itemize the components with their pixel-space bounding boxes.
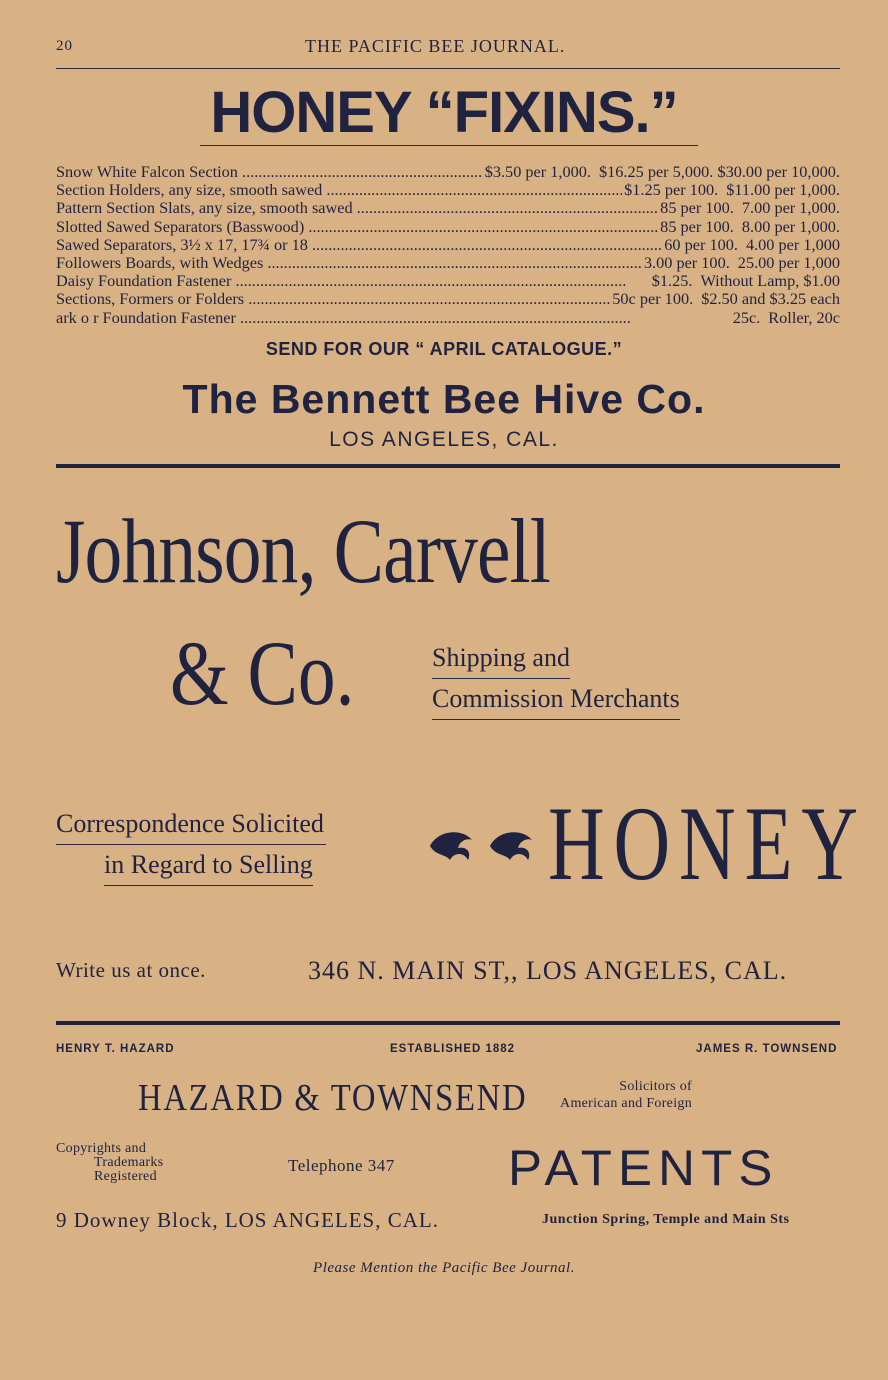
- header-rule: [56, 68, 840, 69]
- correspondence-line: Correspondence Solicited: [56, 804, 326, 845]
- johnson-address: 346 N. MAIN ST,, LOS ANGELES, CAL.: [308, 956, 788, 985]
- copyrights-note: Copyrights and Trademarks Registered: [56, 1141, 164, 1184]
- partner-name: HENRY T. HAZARD: [56, 1043, 175, 1055]
- price-row: Sawed Separators, 3½ x 17, 17¾ or 18 ..... 60 per 100. 4.00 per 1,000: [56, 236, 840, 254]
- johnson-carvell-name: Johnson, Carvell: [56, 500, 550, 602]
- business-type: [432, 638, 680, 720]
- patents-headline: PATENTS: [508, 1140, 779, 1196]
- correspondence-line: in Regard to Selling: [104, 845, 313, 886]
- page-number: 20: [56, 38, 73, 54]
- fixins-title: HONEY “FIXINS.”: [210, 80, 678, 145]
- partner-name: JAMES R. TOWNSEND: [696, 1043, 838, 1055]
- established-year: ESTABLISHED 1882: [390, 1043, 516, 1055]
- business-line: Shipping and: [432, 638, 570, 679]
- honey-headline: HONEY: [548, 785, 867, 902]
- footer-mention: Please Mention the Pacific Bee Journal.: [313, 1260, 575, 1276]
- telephone-number: Telephone 347: [288, 1156, 395, 1175]
- business-line: Commission Merchants: [432, 679, 680, 720]
- catalogue-callout: SEND FOR OUR “ APRIL CATALOGUE.”: [265, 339, 623, 359]
- journal-title: THE PACIFIC BEE JOURNAL.: [305, 36, 566, 56]
- price-row: Section Holders, any size, smooth sawed ..... $1.25 per 100. $11.00 per 1,000.: [56, 181, 840, 199]
- price-row: ark o r Foundation Fastener ..... 25c. Roller, 20c: [56, 309, 840, 327]
- leaf-ornament-icon: [428, 826, 546, 875]
- price-row: Pattern Section Slats, any size, smooth sawed ..... 85 per 100. 7.00 per 1,000.: [56, 199, 840, 217]
- price-row: Sections, Formers or Folders ..... 50c per 100. $2.50 and $3.25 each: [56, 290, 840, 308]
- company-name: The Bennett Bee Hive Co.: [182, 376, 706, 422]
- solicitors-note: Solicitors of American and Foreign: [560, 1079, 692, 1111]
- junction-location: Junction Spring, Temple and Main Sts: [542, 1212, 790, 1227]
- price-row: Snow White Falcon Section ..... $3.50 per 1,000. $16.25 per 5,000. $30.00 per 10,000.: [56, 163, 840, 181]
- price-row: Daisy Foundation Fastener ..... $1.25. Without Lamp, $1.00: [56, 272, 840, 290]
- firm-name: HAZARD & TOWNSEND: [138, 1077, 528, 1119]
- write-prompt: Write us at once.: [56, 958, 206, 982]
- company-city: LOS ANGELES, CAL.: [329, 428, 559, 451]
- fixins-underline: [200, 145, 698, 146]
- and-co: & Co.: [170, 622, 355, 724]
- price-list: [56, 163, 840, 327]
- price-row: Followers Boards, with Wedges ..... 3.00 per 100. 25.00 per 1,000: [56, 254, 840, 272]
- firm-address: 9 Downey Block, LOS ANGELES, CAL.: [56, 1208, 439, 1232]
- price-row: Slotted Sawed Separators (Basswood) ..... 85 per 100. 8.00 per 1,000.: [56, 218, 840, 236]
- correspondence-note: [56, 804, 326, 886]
- section-divider: [56, 464, 840, 468]
- section-divider: [56, 1021, 840, 1025]
